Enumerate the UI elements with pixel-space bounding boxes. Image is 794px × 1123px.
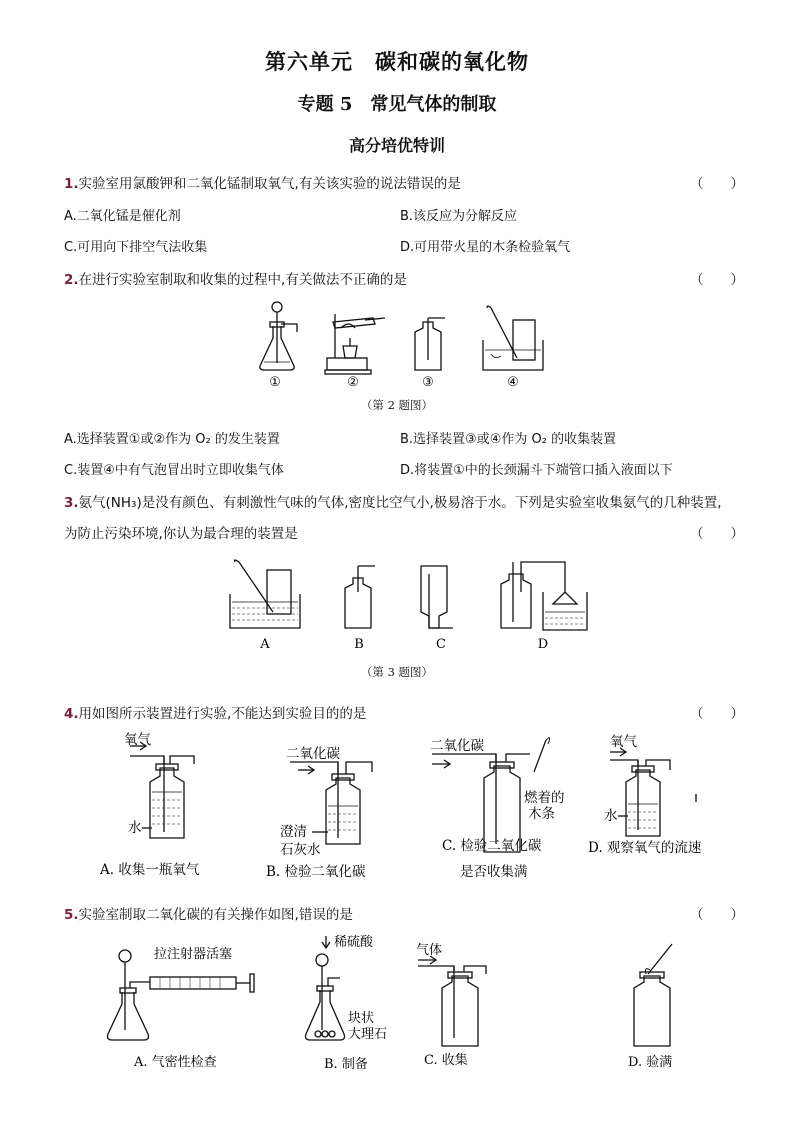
question-5 <box>64 903 353 923</box>
caption-c: C. 收集 <box>424 1053 468 1068</box>
answer-blank[interactable]: （ ） <box>690 907 744 923</box>
label-a: A <box>260 637 270 652</box>
label-syringe: 拉注射器活塞 <box>154 947 233 962</box>
option-b-bottle <box>345 566 375 628</box>
gas-bottle <box>415 318 445 370</box>
label-oxygen-a: 氧气 <box>124 732 151 748</box>
label-burning-1: 燃着的 <box>524 790 565 806</box>
answer-blank[interactable]: （ ） <box>690 526 744 542</box>
label-burning-2: 木条 <box>528 806 555 822</box>
q2-apparatus-figure <box>255 298 555 390</box>
q1-option-a[interactable]: A.二氧化锰是催化剂 <box>64 209 181 224</box>
question-number: 5. <box>64 907 79 923</box>
question-text: 实验室制取二氧化碳的有关操作如图,错误的是 <box>78 907 353 923</box>
label-marble-1: 块状 <box>348 1011 375 1026</box>
question-number: 2. <box>64 272 79 288</box>
unit-title: 第六单元 碳和碳的氧化物 <box>265 49 529 74</box>
answer-blank[interactable]: （ ） <box>690 706 744 722</box>
fig5-d-bottle-stick <box>634 944 672 1046</box>
option-d-bottle-funnel <box>501 562 587 630</box>
q3-apparatus-figure <box>225 556 595 654</box>
flask-with-funnel <box>260 302 297 370</box>
question-text: 氨气(NH₃)是没有颜色、有刺激性气味的气体,密度比空气小,极易溶于水。下列是实验室收集氨气的几种装置, <box>78 495 722 511</box>
label-co2-c: 二氧化碳 <box>430 738 484 754</box>
q2-option-d[interactable]: D.将装置①中的长颈漏斗下端管口插入液面以下 <box>400 463 673 478</box>
caption-c-1: C. 检验二氧化碳 <box>442 838 542 854</box>
question-3 <box>64 491 722 511</box>
fig5-b-flask-funnel <box>306 936 345 1040</box>
question-text: 用如图所示装置进行实验,不能达到实验目的的是 <box>78 706 367 722</box>
q1-option-d[interactable]: D.可用带火星的木条检验氧气 <box>400 240 571 255</box>
question-number: 4. <box>64 706 79 722</box>
caption-b: B. 检验二氧化碳 <box>266 864 366 880</box>
answer-blank[interactable]: （ ） <box>690 176 744 192</box>
label-co2-b: 二氧化碳 <box>286 746 340 762</box>
fig4-d-bottle <box>610 748 696 836</box>
q2-option-b[interactable]: B.选择装置③或④作为 O₂ 的收集装置 <box>400 432 617 447</box>
q4-apparatus-figure <box>90 732 730 882</box>
training-title: 高分培优特训 <box>348 136 445 155</box>
q2-option-a[interactable]: A.选择装置①或②作为 O₂ 的发生装置 <box>64 432 280 447</box>
label-4: ④ <box>507 375 519 390</box>
fig5-a-flask-syringe <box>108 950 255 1040</box>
question-number: 1. <box>64 176 79 192</box>
label-limewater-1: 澄清 <box>280 824 307 840</box>
label-limewater-2: 石灰水 <box>280 842 321 858</box>
option-a-trough <box>230 560 300 628</box>
question-text: 实验室用氯酸钾和二氧化锰制取氧气,有关该实验的说法错误的是 <box>78 176 461 192</box>
option-c-bottle <box>421 566 453 628</box>
q2-figure-caption: （第 2 题图） <box>360 398 434 412</box>
q3-figure-caption: （第 3 题图） <box>360 665 434 679</box>
caption-a: A. 收集一瓶氧气 <box>100 862 200 878</box>
question-text: 在进行实验室制取和收集的过程中,有关做法不正确的是 <box>78 272 407 288</box>
caption-d: D. 验满 <box>628 1055 673 1070</box>
q1-option-b[interactable]: B.该反应为分解反应 <box>400 209 518 224</box>
label-oxygen-d: 氧气 <box>610 734 637 750</box>
caption-c-2: 是否收集满 <box>460 864 528 880</box>
question-3-line-2: 为防止污染环境,你认为最合理的装置是 <box>64 526 298 542</box>
label-acid: 稀硫酸 <box>334 935 374 950</box>
q1-option-c[interactable]: C.可用向下排空气法收集 <box>64 240 208 255</box>
caption-d: D. 观察氧气的流速 <box>588 840 702 856</box>
label-c: C <box>436 637 446 652</box>
heated-test-tube <box>325 314 385 374</box>
answer-blank[interactable]: （ ） <box>690 272 744 288</box>
question-1 <box>64 172 461 192</box>
label-marble-2: 大理石 <box>348 1027 388 1042</box>
label-gas: 气体 <box>416 943 443 958</box>
q2-option-c[interactable]: C.装置④中有气泡冒出时立即收集气体 <box>64 463 284 478</box>
q5-apparatus-figure <box>100 930 700 1075</box>
water-trough <box>483 306 543 370</box>
question-2 <box>64 268 407 288</box>
label-3: ③ <box>422 375 434 390</box>
question-4 <box>64 702 366 722</box>
label-water-d: 水 <box>604 808 618 824</box>
caption-a: A. 气密性检查 <box>134 1055 217 1070</box>
fig5-c-bottle <box>418 956 486 1046</box>
label-water-a: 水 <box>128 820 142 836</box>
label-b: B <box>354 637 364 652</box>
topic-title: 专题 5 常见气体的制取 <box>297 94 497 115</box>
question-number: 3. <box>64 495 79 511</box>
caption-b: B. 制备 <box>324 1057 368 1072</box>
label-1: ① <box>269 375 281 390</box>
label-2: ② <box>347 375 359 390</box>
label-d: D <box>537 637 549 652</box>
